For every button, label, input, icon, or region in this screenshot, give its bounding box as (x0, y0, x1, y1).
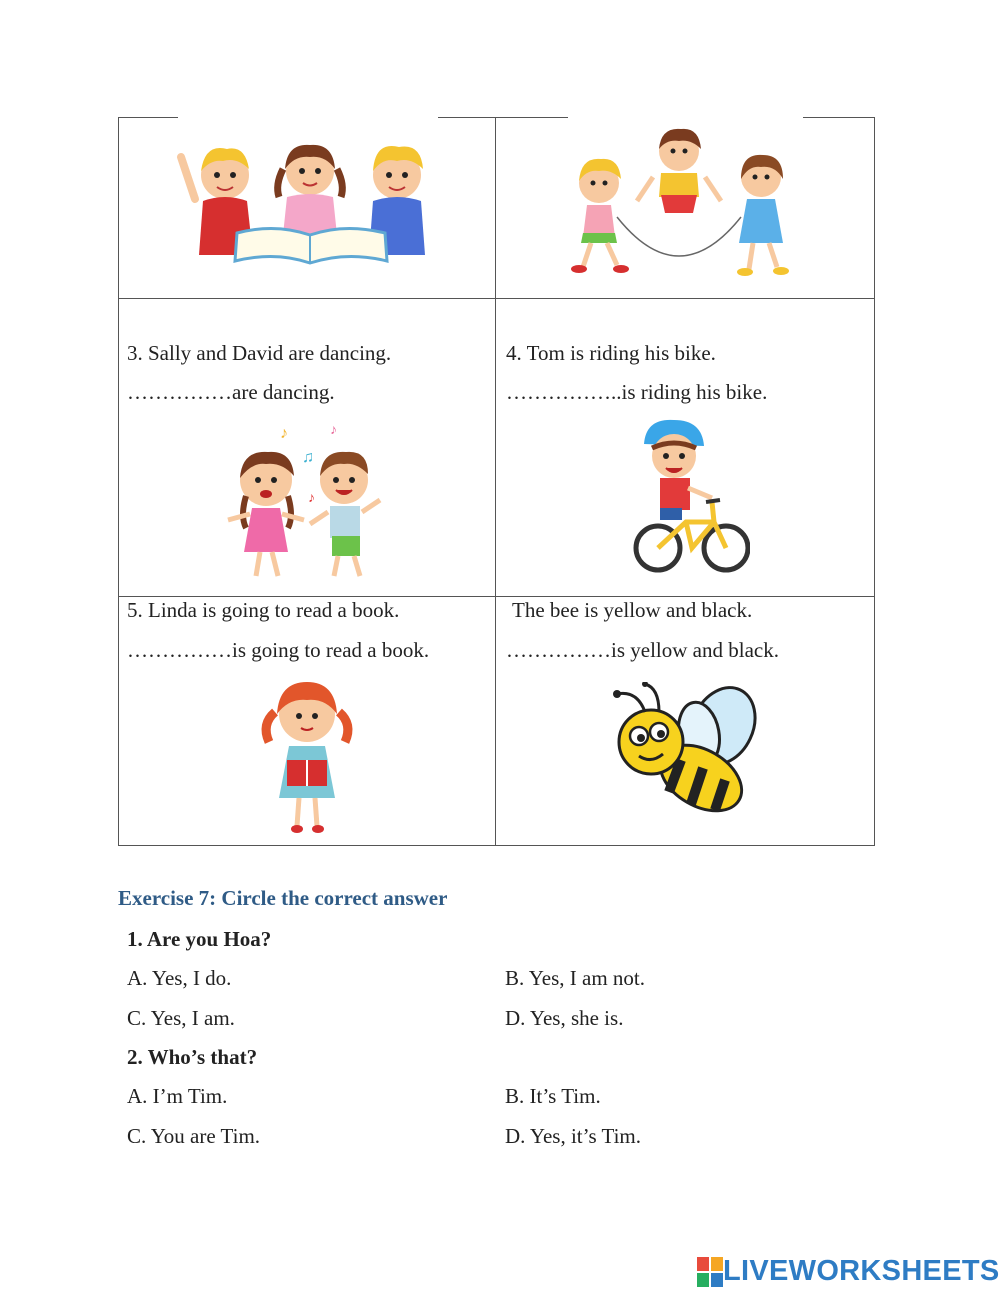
table-divider (118, 596, 875, 597)
question-1-option-a[interactable]: A. Yes, I do. (127, 966, 232, 990)
question-1-option-b[interactable]: B. Yes, I am not. (505, 966, 646, 990)
table-top-border (803, 117, 875, 118)
liveworksheets-brand-text: LIVEWORKSHEETS (723, 1255, 1000, 1287)
girl-reading-book-picture (255, 672, 360, 834)
cell-4-sentence: 4. Tom is riding his bike. (506, 341, 716, 365)
children-jumping-rope-picture (565, 125, 805, 285)
question-2-option-b[interactable]: B. It’s Tim. (505, 1084, 601, 1108)
liveworksheets-logo (697, 1255, 1000, 1288)
cell-6-blank[interactable]: ……………is yellow and black. (506, 638, 779, 662)
table-divider (495, 117, 496, 846)
cell-5-blank[interactable]: ……………is going to read a book. (127, 638, 430, 662)
question-2-option-d[interactable]: D. Yes, it’s Tim. (505, 1124, 641, 1148)
question-1-option-c[interactable]: C. Yes, I am. (127, 1006, 235, 1030)
liveworksheets-logo-icon (697, 1257, 723, 1287)
bee-picture (605, 682, 765, 827)
svg-text:♪: ♪ (308, 491, 315, 506)
exercise-7-title: Exercise 7: Circle the correct answer (118, 886, 448, 910)
question-1-option-d[interactable]: D. Yes, she is. (505, 1006, 624, 1030)
table-top-border (438, 117, 568, 118)
cell-3-sentence: 3. Sally and David are dancing. (127, 341, 392, 365)
svg-text:♫: ♫ (302, 449, 314, 466)
question-2-option-a[interactable]: A. I’m Tim. (127, 1084, 228, 1108)
cell-3-blank[interactable]: ……………are dancing. (127, 380, 335, 404)
svg-text:♪: ♪ (280, 425, 288, 442)
children-reading-book-picture (175, 135, 445, 275)
question-1: 1. Are you Hoa? (127, 927, 272, 951)
table-divider (118, 298, 875, 299)
children-dancing-picture (222, 420, 387, 582)
cell-6-sentence: The bee is yellow and black. (512, 598, 753, 622)
table-top-border (118, 117, 178, 118)
svg-text:♪: ♪ (330, 423, 337, 438)
question-2: 2. Who’s that? (127, 1045, 258, 1069)
cell-5-sentence: 5. Linda is going to read a book. (127, 598, 400, 622)
question-2-option-c[interactable]: C. You are Tim. (127, 1124, 261, 1148)
cell-4-blank[interactable]: ……………..is riding his bike. (506, 380, 768, 404)
boy-riding-bike-picture (630, 418, 750, 578)
